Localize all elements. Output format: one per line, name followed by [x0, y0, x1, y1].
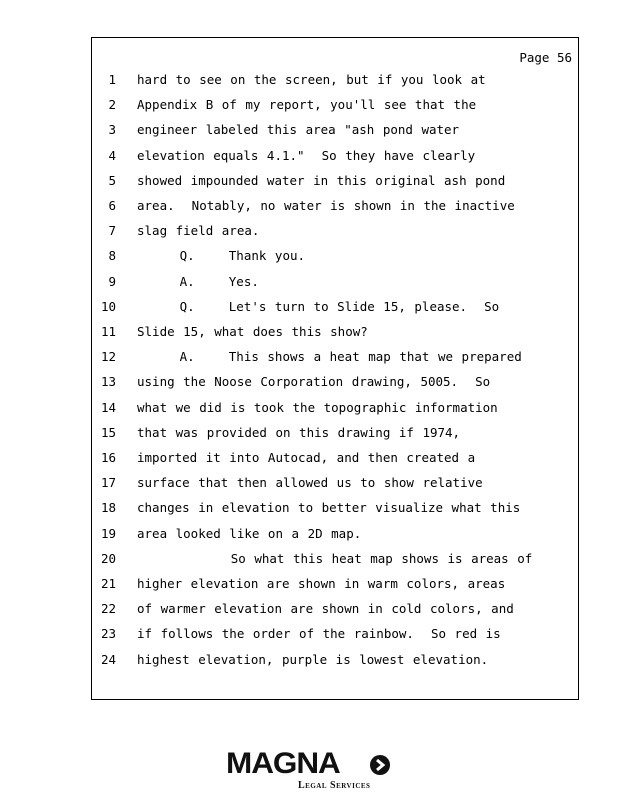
transcript-page	[91, 37, 579, 700]
line-text: of warmer elevation are shown in cold colors, and	[137, 601, 514, 617]
transcript-line	[92, 372, 578, 392]
magna-logo	[226, 748, 406, 792]
line-text: higher elevation are shown in warm colors, areas	[137, 576, 506, 591]
transcript-line	[92, 95, 578, 115]
line-number: 3	[108, 122, 116, 138]
line-text: that was provided on this drawing if 1974,	[137, 424, 461, 440]
transcript-line	[92, 70, 578, 90]
line-number: 11	[100, 324, 116, 339]
line-text: showed impounded water in this original ash pond	[137, 172, 506, 188]
line-text: surface that then allowed us to show relative	[137, 475, 483, 491]
transcript-line	[92, 524, 578, 544]
transcript-line	[92, 322, 578, 342]
line-text: what we did is took the topographic information	[137, 399, 498, 415]
transcript-line	[92, 473, 578, 493]
line-text: highest elevation, purple is lowest elevation.	[137, 651, 489, 667]
line-number: 18	[100, 500, 116, 516]
logo-tagline: Legal Services	[298, 780, 371, 791]
transcript-line	[92, 246, 578, 266]
line-number: 5	[108, 172, 116, 188]
line-number: 17	[100, 475, 116, 491]
line-number: 12	[100, 349, 116, 365]
transcript-line	[92, 146, 578, 166]
line-number: 13	[100, 374, 116, 390]
chevron-right-circle-icon	[369, 754, 391, 776]
transcript-line	[92, 650, 578, 670]
line-number: 21	[100, 576, 116, 591]
line-number: 8	[108, 248, 116, 264]
line-number: 4	[108, 147, 116, 163]
line-number: 2	[108, 97, 116, 113]
transcript-line	[92, 221, 578, 241]
line-text: Slide 15, what does this show?	[137, 324, 368, 339]
line-number: 20	[100, 550, 116, 566]
transcript-line	[92, 347, 578, 367]
line-text: A. Yes.	[137, 273, 259, 289]
line-number: 24	[100, 651, 116, 667]
transcript-line	[92, 196, 578, 216]
line-text: if follows the order of the rainbow. So red is	[137, 626, 501, 642]
line-number: 19	[100, 525, 116, 541]
line-text: elevation equals 4.1." So they have clearly	[137, 147, 476, 163]
line-number: 23	[100, 626, 116, 642]
transcript-line	[92, 574, 578, 594]
line-text: engineer labeled this area "ash pond water	[137, 122, 460, 138]
transcript-line	[92, 272, 578, 292]
line-text: Q. Let's turn to Slide 15, please. So	[137, 298, 500, 314]
transcript-line	[92, 297, 578, 317]
transcript-line	[92, 498, 578, 518]
line-text: So what this heat map shows is areas of	[137, 550, 533, 566]
line-number: 22	[100, 601, 116, 617]
line-number: 1	[108, 72, 116, 87]
line-text: A. This shows a heat map that we prepared	[137, 349, 522, 365]
transcript-line	[92, 549, 578, 569]
transcript-line	[92, 171, 578, 191]
line-text: area looked like on a 2D map.	[137, 525, 362, 541]
line-text: Appendix B of my report, you'll see that the	[137, 97, 477, 113]
line-text: imported it into Autocad, and then created a	[137, 450, 476, 465]
transcript-line	[92, 423, 578, 443]
line-number: 16	[100, 450, 116, 465]
page-number: Page 56	[519, 50, 572, 65]
line-number: 15	[100, 424, 116, 440]
transcript-line	[92, 448, 578, 468]
transcript-line	[92, 120, 578, 140]
line-text: hard to see on the screen, but if you look at	[137, 72, 486, 87]
line-text: Q. Thank you.	[137, 248, 306, 264]
line-number: 9	[108, 273, 116, 289]
line-number: 14	[100, 399, 116, 415]
line-number: 6	[108, 198, 116, 213]
line-text: using the Noose Corporation drawing, 5005. So	[137, 374, 491, 390]
transcript-line	[92, 599, 578, 619]
line-text: changes in elevation to better visualize what this	[137, 500, 521, 516]
transcript-line	[92, 624, 578, 644]
line-text: slag field area.	[137, 223, 260, 239]
line-number: 7	[108, 223, 116, 239]
line-number: 10	[100, 298, 116, 314]
logo-wordmark: MAGNA	[226, 747, 340, 780]
line-text: area. Notably, no water is shown in the inactive	[137, 198, 515, 213]
transcript-line	[92, 398, 578, 418]
